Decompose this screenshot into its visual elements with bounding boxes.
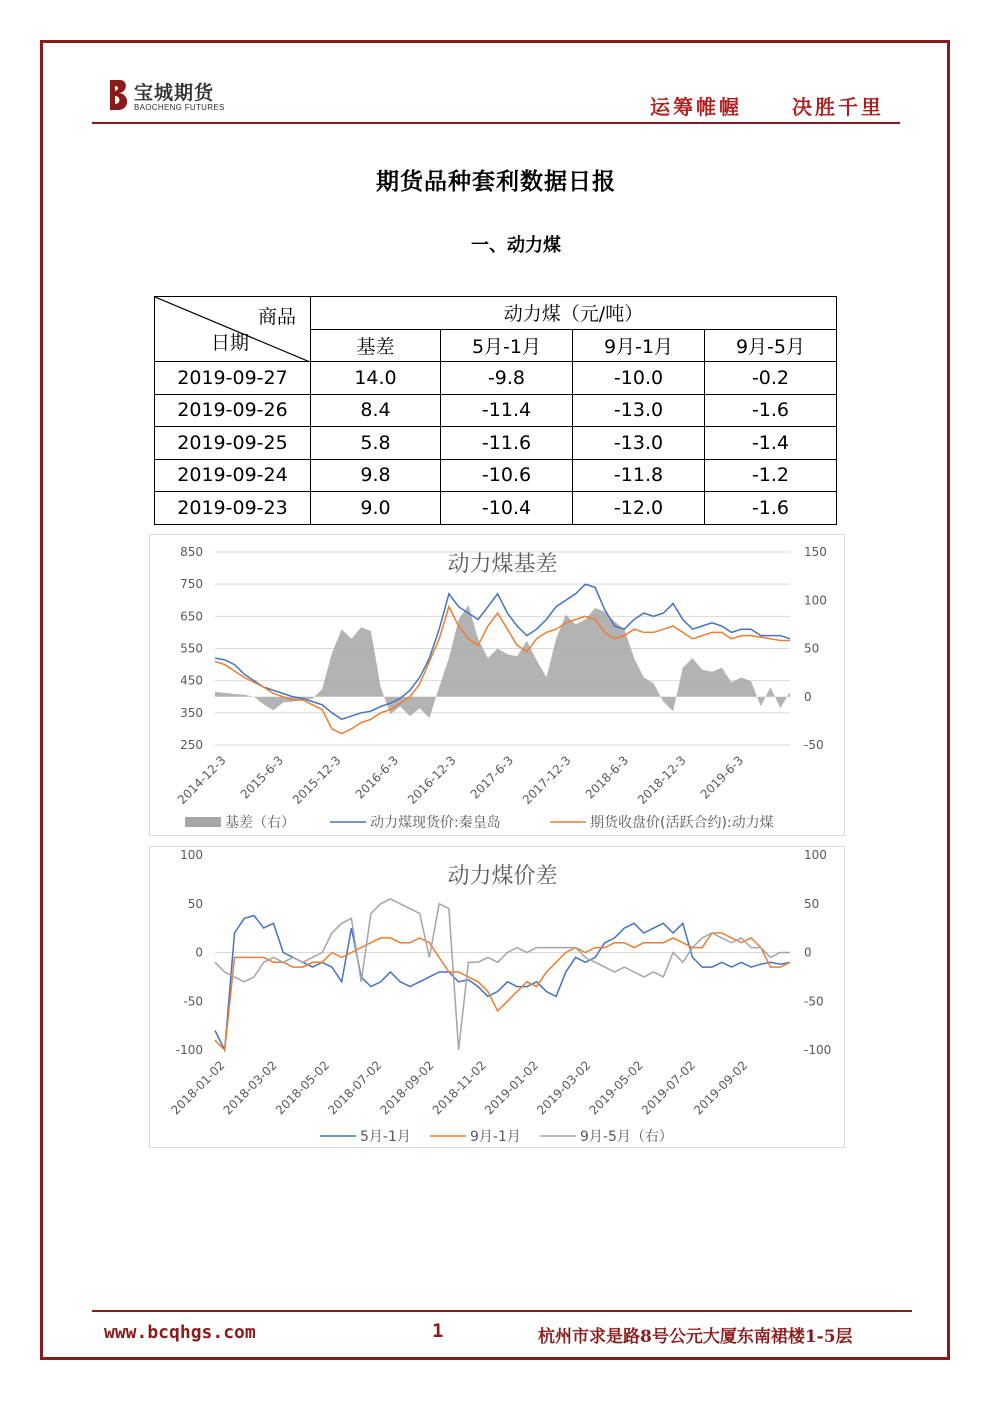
value-cell: -13.0 — [573, 427, 705, 460]
date-cell: 2019-09-27 — [155, 362, 311, 395]
x-tick-label: 2015-6-3 — [237, 753, 287, 802]
date-cell: 2019-09-25 — [155, 427, 311, 460]
series-line-2 — [215, 899, 790, 1050]
date-cell: 2019-09-26 — [155, 394, 311, 427]
corner-label-commodity: 商品 — [257, 306, 296, 328]
value-cell: -13.0 — [573, 394, 705, 427]
y-right-tick-label: -50 — [804, 994, 824, 1009]
legend-label: 9月-1月 — [470, 1129, 521, 1145]
x-tick-label: 2018-03-02 — [220, 1058, 280, 1118]
footer-website[interactable]: www.bcqhgs.com — [104, 1322, 256, 1343]
x-tick-label: 2018-12-3 — [634, 753, 689, 808]
x-tick-label: 2019-07-02 — [638, 1058, 699, 1118]
x-tick-label: 2015-12-3 — [289, 753, 344, 808]
x-tick-label: 2019-6-3 — [697, 753, 747, 802]
value-cell: 9.8 — [311, 459, 441, 492]
value-cell: -1.4 — [705, 427, 837, 460]
y-left-tick-label: 450 — [180, 673, 203, 688]
basis-chart — [149, 534, 845, 836]
arbitrage-table — [154, 296, 837, 525]
value-cell: 14.0 — [311, 362, 441, 395]
legend-label: 期货收盘价(活跃合约):动力煤 — [590, 815, 774, 831]
logo-english-name: BAOCHENG FUTURES — [134, 103, 225, 112]
basis-chart-svg — [150, 535, 844, 835]
y-right-tick-label: -50 — [804, 738, 824, 752]
value-cell: -1.2 — [705, 459, 837, 492]
value-cell: -12.0 — [573, 492, 705, 525]
y-right-tick-label: 100 — [804, 593, 827, 608]
group-header: 动力煤（元/吨） — [311, 297, 837, 330]
logo-mark-icon — [106, 78, 130, 112]
y-left-tick-label: 550 — [180, 641, 203, 656]
logo-chinese-name: 宝城期货 — [134, 82, 215, 104]
spread-chart-svg — [150, 847, 844, 1147]
y-left-tick-label: 250 — [180, 738, 203, 752]
x-tick-label: 2018-09-02 — [377, 1058, 437, 1118]
series-line-1 — [215, 933, 790, 1050]
y-left-tick-label: 50 — [187, 896, 203, 911]
x-tick-label: 2019-09-02 — [691, 1058, 751, 1118]
y-left-tick-label: 350 — [180, 705, 203, 720]
value-cell: -1.6 — [705, 492, 837, 525]
x-tick-label: 2014-12-3 — [174, 753, 229, 808]
x-tick-label: 2017-6-3 — [467, 753, 517, 802]
x-tick-label: 2016-6-3 — [352, 753, 402, 802]
report-title: 期货品种套利数据日报 — [376, 169, 616, 195]
table-row — [155, 427, 837, 460]
legend-swatch — [185, 817, 221, 827]
chart-title: 动力煤价差 — [447, 864, 558, 889]
y-right-tick-label: -100 — [804, 1043, 832, 1057]
table-corner-cell — [155, 297, 311, 362]
value-cell: -9.8 — [441, 362, 573, 395]
footer-divider — [92, 1310, 912, 1312]
value-cell: -10.0 — [573, 362, 705, 395]
y-right-tick-label: 0 — [804, 945, 812, 960]
legend-label: 基差（右） — [225, 815, 295, 831]
x-tick-label: 2018-11-02 — [429, 1058, 489, 1118]
legend-label: 9月-5月（右） — [580, 1129, 673, 1145]
column-header: 9月-5月 — [705, 329, 837, 362]
value-cell: -11.4 — [441, 394, 573, 427]
x-tick-label: 2019-01-02 — [481, 1058, 542, 1118]
column-header: 基差 — [311, 329, 441, 362]
slogan-right: 决胜千里 — [792, 95, 884, 119]
spread-chart — [149, 846, 845, 1148]
y-left-tick-label: -100 — [175, 1043, 203, 1057]
value-cell: 5.8 — [311, 427, 441, 460]
y-left-tick-label: 0 — [195, 945, 203, 960]
y-left-tick-label: 100 — [180, 848, 203, 862]
chart-title: 动力煤基差 — [447, 552, 558, 577]
x-tick-label: 2017-12-3 — [519, 753, 574, 808]
slogan-left: 运筹帷幄 — [650, 95, 742, 119]
table-row — [155, 492, 837, 525]
value-cell: -0.2 — [705, 362, 837, 395]
x-tick-label: 2016-12-3 — [404, 753, 459, 808]
date-cell: 2019-09-24 — [155, 459, 311, 492]
x-tick-label: 2018-6-3 — [582, 753, 632, 802]
y-left-tick-label: 750 — [180, 577, 203, 592]
y-right-tick-label: 150 — [804, 545, 827, 559]
table-row — [155, 362, 837, 395]
y-right-tick-label: 50 — [804, 641, 820, 656]
y-right-tick-label: 50 — [804, 896, 820, 911]
value-cell: -10.6 — [441, 459, 573, 492]
legend-label: 5月-1月 — [360, 1129, 411, 1145]
legend-label: 动力煤现货价:秦皇岛 — [370, 815, 501, 831]
corner-label-date: 日期 — [211, 332, 250, 354]
column-header: 5月-1月 — [441, 329, 573, 362]
value-cell: -10.4 — [441, 492, 573, 525]
y-left-tick-label: -50 — [183, 994, 203, 1009]
table-row — [155, 394, 837, 427]
column-header: 9月-1月 — [573, 329, 705, 362]
x-tick-label: 2018-01-02 — [168, 1058, 228, 1118]
section-title: 一、动力煤 — [471, 235, 561, 256]
x-tick-label: 2019-03-02 — [534, 1058, 594, 1118]
page-number: 1 — [432, 1320, 444, 1342]
table-row — [155, 459, 837, 492]
date-cell: 2019-09-23 — [155, 492, 311, 525]
company-logo — [106, 78, 236, 118]
value-cell: -11.8 — [573, 459, 705, 492]
x-tick-label: 2018-05-02 — [272, 1058, 333, 1118]
x-tick-label: 2018-07-02 — [325, 1058, 385, 1118]
value-cell: 8.4 — [311, 394, 441, 427]
value-cell: -1.6 — [705, 394, 837, 427]
y-right-tick-label: 0 — [804, 689, 812, 704]
y-left-tick-label: 650 — [180, 609, 203, 624]
y-left-tick-label: 850 — [180, 545, 203, 559]
x-tick-label: 2019-05-02 — [586, 1058, 646, 1118]
y-right-tick-label: 100 — [804, 848, 827, 862]
series-line-0 — [215, 916, 790, 1051]
footer-address: 杭州市求是路8号公元大厦东南裙楼1-5层 — [538, 1327, 853, 1347]
value-cell: -11.6 — [441, 427, 573, 460]
header-divider — [92, 122, 900, 124]
value-cell: 9.0 — [311, 492, 441, 525]
